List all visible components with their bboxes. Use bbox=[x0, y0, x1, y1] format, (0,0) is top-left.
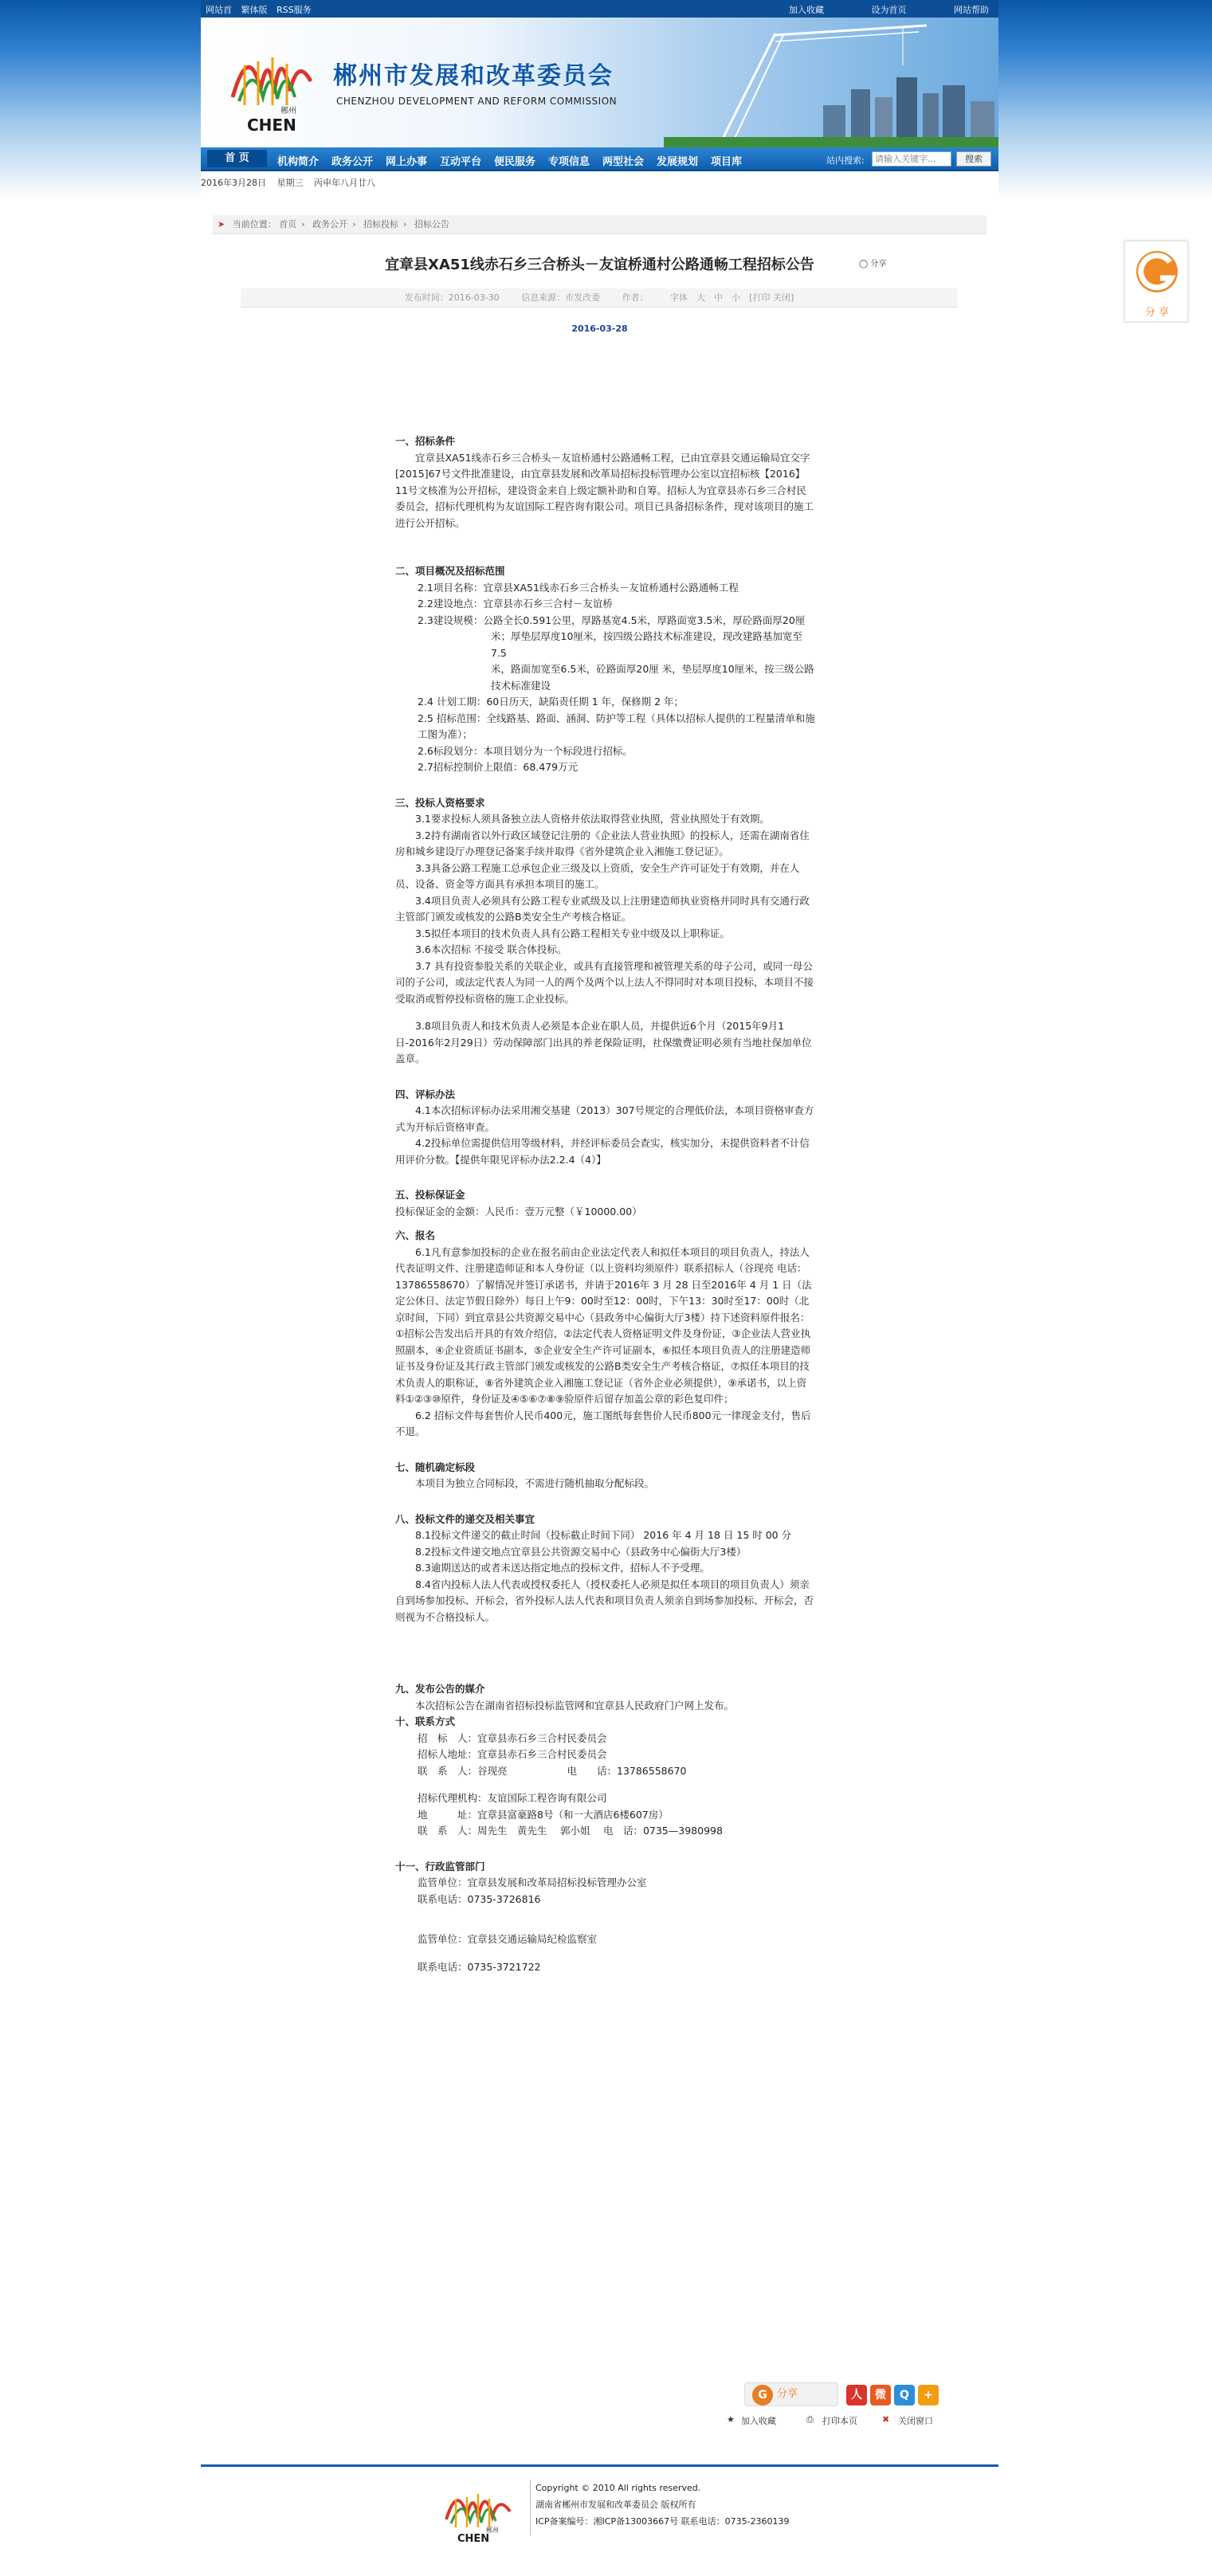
section-heading: 十、联系方式 bbox=[395, 1715, 456, 1727]
paragraph: 2.5 招标范围：全线路基、路面、涵洞、防护等工程（具体以招标人提供的工程量清单和施工图为准）； bbox=[418, 712, 815, 740]
section-heading: 一、招标条件 bbox=[395, 435, 456, 447]
nav-item-special-info[interactable]: 专项信息 bbox=[548, 156, 590, 168]
nav-item-two-type-society[interactable]: 两型社会 bbox=[602, 156, 645, 168]
title-share-label: 分享 bbox=[870, 260, 887, 269]
date-bar bbox=[201, 176, 383, 189]
paragraph: 3.7 具有投资参股关系的关联企业，或具有直接管理和被管理关系的母子公司，或同一母公司的子公司，或法定代表人为同一人的两个及两个以上法人不得同时对本项目投标，本项目不接受取消或暂停投标资格的施工企业投标。 bbox=[395, 959, 814, 1005]
section-heading: 十一、行政监管部门 bbox=[395, 1860, 485, 1872]
close-icon: ✖ bbox=[882, 2414, 890, 2425]
breadcrumb: ➤ 当前位置： 首页 › 政务公开 › 招标投标 › 招标公告 bbox=[213, 215, 986, 234]
paragraph: 监管单位：宜章县发展和改革局招标投标管理办公室 bbox=[418, 1876, 647, 1888]
share-renren-icon[interactable]: 人 bbox=[846, 2385, 867, 2405]
page-wrapper bbox=[201, 0, 998, 2576]
search-button[interactable]: 搜索 bbox=[956, 151, 991, 167]
floating-share-label: 分 享 bbox=[1144, 307, 1170, 319]
section-heading: 六、报名 bbox=[395, 1229, 436, 1241]
share-qzone-icon[interactable]: Q bbox=[894, 2385, 915, 2405]
site-logo-icon bbox=[225, 33, 320, 137]
top-link-favorite[interactable]: 加入收藏 bbox=[789, 5, 824, 15]
paragraph: 3.5拟任本项目的技术负责人具有公路工程相关专业中级及以上职称证。 bbox=[415, 927, 730, 939]
paragraph: 3.6本次招标 不接受 联合体投标。 bbox=[415, 943, 567, 955]
title-share-button[interactable] bbox=[859, 257, 886, 269]
footer-text bbox=[535, 2480, 790, 2530]
meta-publish-time: 发布时间：2016-03-30 bbox=[404, 292, 500, 303]
nav-item-interaction[interactable]: 互动平台 bbox=[440, 156, 482, 168]
nav-item-citizen-services[interactable]: 便民服务 bbox=[494, 156, 536, 168]
top-link-rss[interactable]: RSS服务 bbox=[277, 5, 312, 15]
nav-item-development-plan[interactable]: 发展规划 bbox=[657, 156, 699, 168]
section-heading: 九、发布公告的媒介 bbox=[395, 1683, 485, 1695]
main-nav bbox=[201, 147, 998, 171]
top-left-links bbox=[206, 3, 318, 16]
paragraph: 6.1凡有意参加投标的企业在报名前由企业法定代表人和拟任本项目的项目负责人，持法人代表证明文件、注册建造师证和本人身份证（以上资料均须原件）联系招标人（谷现亮 电话：13786558670）了解情况并签订承诺书，并请于2016年 3 月 28 日至2016年 4 月 1 日（法定公休日、法定节假日除外）每日上午9：00时至12：00时，下午13：30时至17：00时（北京时间，下同）到宜章县公共资源交易中心（县政务中心偏街大厅3楼）持下述资料原件报名：①招标公告发出后开具的有效介绍信，②法定代表人资格证明文件及身份证，③企业法人营业执照副本，④企业资质证书副本，⑤企业安全生产许可证副本，⑥拟任本项目负责人的注册建造师证书及身份证及其行政主管部门颁发或核发的公路B类安全生产考核合格证，⑦拟任本项目的技术负责人的职称证，⑧省外建筑企业入湘施工登记证（省外企业必须提供），⑨承诺书，以上资料①②③⑩原件，身份证及④⑤⑥⑦⑧⑨验原件后留存加盖公章的彩色复印件； bbox=[395, 1245, 812, 1405]
current-weekday: 星期三 bbox=[277, 178, 304, 188]
paragraph: 联系电话：0735-3721722 bbox=[418, 1960, 541, 1973]
paragraph: 3.4项目负责人必须具有公路工程专业贰级及以上注册建造师执业资格并同时具有交通行政主管部门颁发或核发的公路B类安全生产考核合格证。 bbox=[395, 894, 810, 923]
section-heading: 七、随机确定标段 bbox=[395, 1461, 476, 1473]
paragraph: 3.8项目负责人和技术负责人必须是本企业在职人员，并提供近6个月（2015年9月1日-2016年2月29日）劳动保障部门出具的养老保险证明，社保缴费证明必须有当地社保加单位盖章。 bbox=[395, 1020, 812, 1065]
paragraph: 招标人地址：宜章县赤石乡三合村民委员会 bbox=[418, 1748, 607, 1760]
paragraph: 3.3具备公路工程施工总承包企业三级及以上资质，安全生产许可证处于有效期，并在人员、设备、资金等方面具有承担本项目的施工。 bbox=[395, 861, 800, 890]
breadcrumb-home[interactable]: 首页 bbox=[279, 219, 297, 229]
site-banner bbox=[201, 18, 998, 147]
share-label: 分享 bbox=[777, 2388, 798, 2400]
breadcrumb-bidding[interactable]: 招标投标 bbox=[363, 219, 399, 229]
section-heading: 五、投标保证金 bbox=[395, 1189, 465, 1201]
share-weibo-icon[interactable]: 微 bbox=[870, 2385, 891, 2405]
footer-logo-text-cn: 郴州 bbox=[486, 2527, 499, 2534]
paragraph: 4.1本次招标评标办法采用湘交基建（2013）307号规定的合理低价法，本项目资格审查方式为开标后资格审查。 bbox=[395, 1104, 814, 1133]
paragraph: 6.2 招标文件每套售价人民币400元，施工图纸每套售价人民币800元一律现金支付，售后不退。 bbox=[395, 1409, 811, 1437]
article-title: 宜章县XA51线赤石乡三合桥头－友谊桥通村公路通畅工程招标公告 bbox=[385, 257, 814, 273]
floating-share-widget[interactable] bbox=[1124, 241, 1188, 322]
breadcrumb-arrow-icon: ➤ bbox=[218, 219, 226, 229]
nav-item-about[interactable]: 机构简介 bbox=[277, 156, 320, 168]
top-link-home[interactable]: 网站首 bbox=[206, 5, 232, 15]
logo-text-cn: 郴州 bbox=[280, 107, 296, 116]
paragraph: 招 标 人：宜章县赤石乡三合村民委员会 bbox=[418, 1731, 607, 1744]
article-body bbox=[395, 425, 816, 1975]
paragraph: 本次招标公告在湖南省招标投标监管网和宜章县人民政府门户网上发布。 bbox=[415, 1699, 735, 1711]
nav-item-online-services[interactable]: 网上办事 bbox=[386, 156, 428, 168]
share-more-icon[interactable]: + bbox=[918, 2385, 939, 2405]
search-input[interactable] bbox=[872, 151, 951, 167]
nav-home[interactable]: 首 页 bbox=[207, 150, 267, 167]
breadcrumb-bid-notice[interactable]: 招标公告 bbox=[414, 219, 449, 229]
section-heading: 三、投标人资格要求 bbox=[395, 796, 485, 809]
paragraph: 联 系 人：谷现亮 电 话：13786558670 bbox=[418, 1764, 687, 1777]
nav-item-project-library[interactable]: 项目库 bbox=[711, 156, 743, 168]
breadcrumb-label: 当前位置： bbox=[232, 219, 277, 229]
favorite-icon: ★ bbox=[727, 2414, 735, 2425]
site-footer bbox=[201, 2464, 998, 2544]
close-window-link[interactable]: 关闭窗口 bbox=[898, 2416, 933, 2426]
share-small-icon: ◯ bbox=[859, 260, 869, 269]
article-meta bbox=[241, 288, 958, 308]
footer-copyright: Copyright © 2010 All rights reserved. bbox=[535, 2483, 701, 2493]
paragraph: 2.1项目名称：宜章县XA51线赤石乡三合桥头－友谊桥通村公路通畅工程 bbox=[418, 581, 739, 594]
city-skyline-illustration bbox=[664, 18, 998, 147]
meta-font-size-controls[interactable]: 字体 大 中 小 [打印 关闭] bbox=[670, 292, 794, 303]
lunar-date: 丙申年八月廿八 bbox=[314, 178, 375, 188]
paragraph: 米，路面加宽至6.5米，砼路面厚20厘 米，垫层厚度10厘米，按三级公路 bbox=[491, 663, 814, 675]
paragraph: 2.3建设规模：公路全长0.591公里，厚路基宽4.5米，厚路面宽3.5米，厚砼路面厚20厘 bbox=[418, 614, 806, 626]
paragraph: 监管单位：宜章县交通运输局纪检监察室 bbox=[418, 1933, 598, 1945]
paragraph: 招标代理机构：友谊国际工程咨询有限公司 bbox=[418, 1792, 607, 1804]
footer-icp[interactable]: ICP备案编号：湘ICP备13003667号 联系电话：0735-2360139 bbox=[535, 2516, 790, 2527]
paragraph: 4.2投标单位需提供信用等级材料，并经评标委员会查实，核实加分，未提供资料者不计信用评价分数。【提供年限见评标办法2.2.4（4）】 bbox=[395, 1137, 810, 1166]
search-label: 站内搜索: bbox=[826, 155, 865, 166]
paragraph: 本项目为独立合同标段，不需进行随机抽取分配标段。 bbox=[415, 1477, 655, 1489]
site-title: 郴州市发展和改革委员会 bbox=[333, 62, 614, 90]
top-utility-bar bbox=[201, 0, 998, 18]
logo-text-en: CHEN bbox=[247, 116, 296, 135]
breadcrumb-gov-affairs[interactable]: 政务公开 bbox=[312, 219, 348, 229]
section-heading: 八、投标文件的递交及相关事宜 bbox=[395, 1512, 535, 1525]
footer-divider bbox=[530, 2480, 531, 2535]
paragraph: 8.4省内投标人法人代表或授权委托人（授权委托人必须是拟任本项目的项目负责人）须亲自到场参加投标、开标会，省外投标人法人代表和项目负责人须亲自到场参加投标、开标会，否则视为不合格投标人。 bbox=[395, 1578, 814, 1623]
paragraph: 2.7招标控制价上限值：68.479万元 bbox=[418, 761, 579, 773]
share-toolbar bbox=[744, 2382, 999, 2408]
paragraph: 8.3逾期送达的或者未送达指定地点的投标文件，招标人不予受理。 bbox=[415, 1562, 710, 1574]
footer-logo-icon bbox=[440, 2480, 516, 2543]
section-heading: 二、项目概况及招标范围 bbox=[395, 565, 505, 577]
floating-share-icon bbox=[1125, 241, 1189, 305]
top-link-traditional[interactable]: 繁体版 bbox=[241, 5, 268, 15]
publish-date: 2016-03-28 bbox=[571, 323, 628, 334]
paragraph: 2.2建设地点：宜章县赤石乡三合村－友谊桥 bbox=[418, 598, 613, 610]
paragraph: 8.2投标文件递交地点宜章县公共资源交易中心（县政务中心偏街大厅3楼） bbox=[415, 1545, 747, 1558]
footer-logo-text-en: CHEN bbox=[457, 2533, 490, 2543]
top-right-links bbox=[744, 3, 989, 16]
footer-owner: 湖南省郴州市发展和改革委员会 版权所有 bbox=[535, 2500, 696, 2510]
add-favorite-link[interactable]: 加入收藏 bbox=[741, 2416, 776, 2426]
paragraph: 宜章县XA51线赤石乡三合桥头－友谊桥通村公路通畅工程，已由宜章县交通运输局宜交字[2015]67号文件批准建设，由宜章县发展和改革局招标投标管理办公室以宜招标核【2016】11号文核准为公开招标，建设资金来自上级定额补助和自筹。招标人为宜章县赤石乡三合村民委员会，招标代理机构为友谊国际工程咨询有限公司。项目已具备招标条件，现对该项目的施工进行公开招标。 bbox=[395, 451, 814, 529]
print-icon: ⎙ bbox=[806, 2414, 814, 2425]
current-date: 2016年3月28日 bbox=[201, 178, 266, 188]
print-page-link[interactable]: 打印本页 bbox=[822, 2416, 857, 2426]
top-link-set-homepage[interactable]: 设为首页 bbox=[871, 5, 907, 15]
paragraph: 技术标准建设 bbox=[491, 679, 551, 692]
section-heading: 四、评标办法 bbox=[395, 1088, 456, 1100]
top-link-help[interactable]: 网站帮助 bbox=[954, 5, 989, 15]
paragraph: 联 系 人：周先生 黄先生 郭小姐 电 话：0735—3980998 bbox=[418, 1825, 723, 1837]
paragraph: 米；厚垫层厚度10厘米，按四级公路技术标准建设，现改建路基加宽至7.5 bbox=[491, 630, 802, 659]
paragraph: 8.1投标文件递交的截止时间（投标截止时间下同） 2016 年 4 月 18 日 15 时 00 分 bbox=[415, 1529, 792, 1541]
paragraph: 投标保证金的金额：人民币：壹万元整（￥10000.00） bbox=[395, 1205, 642, 1217]
paragraph: 3.2持有湖南省以外行政区域登记注册的《企业法人营业执照》的投标人，还需在湖南省住房和城乡建设厅办理登记备案手续并取得《省外建筑企业入湘施工登记证》。 bbox=[395, 829, 810, 857]
meta-source: 信息来源：市发改委 bbox=[521, 292, 601, 303]
share-logo-icon: G bbox=[752, 2385, 773, 2405]
paragraph: 联系电话：0735-3726816 bbox=[418, 1892, 541, 1905]
meta-author: 作者： bbox=[622, 292, 649, 303]
paragraph: 2.4 计划工期：60日历天，缺陷责任期 1 年，保修期 2 年； bbox=[418, 696, 684, 708]
site-subtitle: CHENZHOU DEVELOPMENT AND REFORM COMMISSION bbox=[336, 96, 618, 107]
paragraph: 3.1要求投标人须具备独立法人资格并依法取得营业执照，营业执照处于有效期。 bbox=[415, 813, 770, 825]
nav-item-gov-affairs[interactable]: 政务公开 bbox=[331, 156, 374, 168]
paragraph: 地 址：宜章县富豪路8号（和一大酒店6楼607房） bbox=[418, 1808, 669, 1821]
paragraph: 2.6标段划分：本项目划分为一个标段进行招标。 bbox=[418, 744, 633, 757]
